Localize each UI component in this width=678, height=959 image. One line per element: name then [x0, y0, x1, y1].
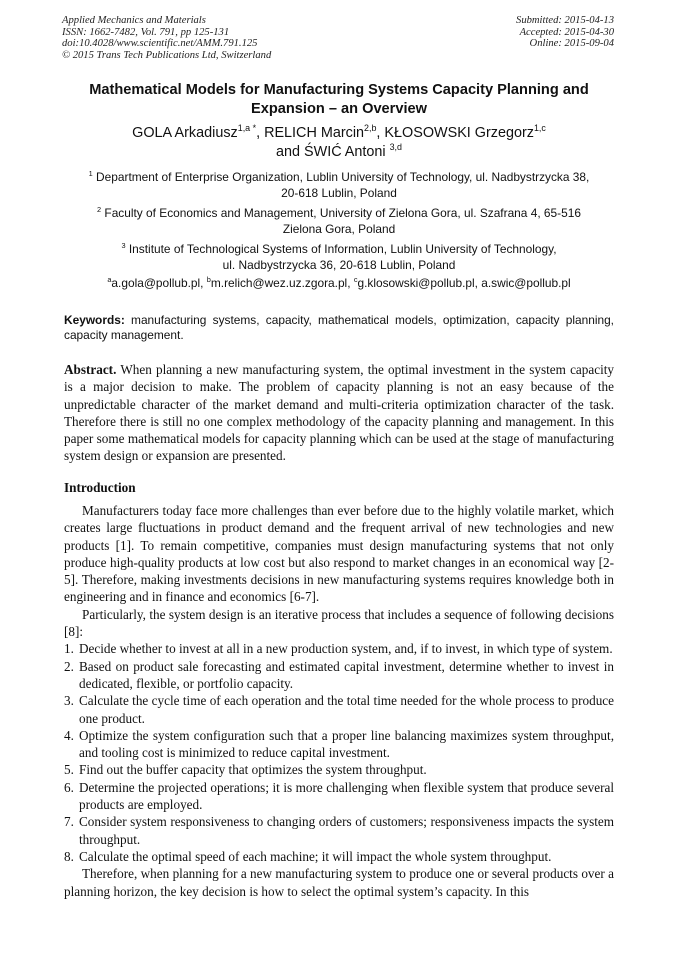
decision-list — [64, 640, 614, 865]
author-name: and ŚWIĆ Antoni — [276, 144, 390, 160]
section-heading: Introduction — [64, 480, 136, 495]
keywords-text: manufacturing systems, capacity, mathematical models, optimization, capacity planning, capacity management. — [64, 313, 614, 342]
keywords-block — [64, 313, 614, 343]
list-number: 5. — [64, 762, 74, 778]
list-item — [64, 761, 614, 778]
list-number: 3. — [64, 693, 74, 709]
author-line-1 — [40, 124, 638, 143]
list-number: 7. — [64, 814, 74, 830]
intro-paragraph: Particularly, the system design is an iterative process that includes a sequence of following decisions [8]: — [64, 606, 614, 640]
abstract-text: When planning a new manufacturing system, the optimal investment in the system capacity is a major decision to make. The problem of capacity planning is not an easy because of the unpredictable character of the market demand and multi-criteria optimization character of the task. Therefore there is still no one complex methodology of the capacity planning and management. In this paper some mathematical models for capacity planning which can be used at the stage of manufacturing system design or expansion are presented. — [64, 362, 614, 464]
journal-name: Applied Mechanics and Materials — [62, 15, 206, 26]
list-item-text: Calculate the optimal speed of each machine; it will impact the whole system throughput. — [79, 848, 552, 864]
author-affiliation-marker: 1,a * — [237, 123, 257, 134]
affiliation-line — [40, 169, 638, 185]
affiliation-text: Institute of Technological Systems of Information, Lublin University of Technology, — [125, 242, 557, 256]
abstract-label: Abstract. — [64, 362, 117, 377]
author-list — [40, 124, 638, 162]
intro-paragraph: Therefore, when planning for a new manufacturing system to produce one or several products over a planning horizon, the key decision is how to select the optimal system’s capacity. In this — [64, 866, 614, 899]
list-number: 2. — [64, 658, 74, 674]
list-item — [64, 848, 614, 865]
email-address[interactable]: a.gola@pollub.pl, — [111, 276, 207, 290]
list-number: 6. — [64, 779, 74, 795]
affiliation-line: 20-618 Lublin, Poland — [281, 186, 397, 200]
introduction-body — [64, 502, 614, 900]
journal-issn: ISSN: 1662-7482, Vol. 791, pp 125-131 — [62, 26, 230, 38]
list-item-text: Calculate the cycle time of each operation and the total time needed for the whole process to produce one product. — [79, 693, 614, 726]
list-item — [64, 692, 614, 727]
submission-dates — [516, 15, 614, 50]
author-name: GOLA Arkadiusz — [132, 125, 238, 141]
affiliation-3 — [40, 241, 638, 273]
list-item-text: Decide whether to invest at all in a new production system, and, if to invest, in which type of system. — [79, 641, 613, 657]
author-separator: , — [376, 125, 385, 141]
online-date: Online: 2015-09-04 — [529, 38, 614, 50]
list-number: 1. — [64, 641, 74, 657]
paper-title — [40, 81, 638, 118]
list-item — [64, 727, 614, 762]
email-marker: a — [107, 275, 112, 285]
accepted-date: Accepted: 2015-04-30 — [519, 26, 614, 38]
journal-copyright: © 2015 Trans Tech Publications Ltd, Switzerland — [62, 49, 272, 61]
list-item — [64, 813, 614, 848]
email-marker: b — [206, 275, 211, 285]
author-line-2 — [40, 143, 638, 162]
list-item-text: Optimize the system configuration such that a proper line balancing maximizes system throughput, and tooling cost is minimized to reduce capital investment. — [79, 727, 614, 761]
affiliation-line: Zielona Gora, Poland — [282, 222, 396, 236]
paper-title-line-1: Mathematical Models for Manufacturing Systems Capacity Planning and — [89, 82, 589, 98]
affiliation-text: Faculty of Economics and Management, University of Zielona Gora, ul. Szafrana 4, 65-516 — [101, 206, 581, 220]
intro-paragraph: Manufacturers today face more challenges than ever before due to the highly volatile market, which creates large fluctuations in product demand and the frequent arrival of new technologies and new products [1]. To remain competitive, companies must design manufacturing systems that not only produce high-quality products at low cost but also respond to market changes in an economical way [2-5]. Therefore, making investments decisions in new manufacturing systems requires knowledge both in engineering and in finance and economics [6-7]. — [64, 503, 614, 605]
affiliation-line — [40, 241, 638, 257]
list-item — [64, 658, 614, 693]
author-affiliation-marker: 3,d — [389, 142, 402, 153]
affiliation-2 — [40, 205, 638, 237]
email-marker: c — [353, 275, 358, 285]
affiliation-line — [40, 205, 638, 221]
list-number: 8. — [64, 848, 74, 864]
journal-info — [62, 15, 271, 61]
abstract-block — [64, 361, 614, 465]
keywords-label: Keywords: — [64, 313, 125, 327]
affiliation-number: 2 — [97, 205, 102, 215]
list-item — [64, 779, 614, 814]
affiliation-number: 3 — [121, 241, 126, 251]
author-name: RELICH Marcin — [264, 125, 365, 141]
author-emails — [40, 275, 638, 291]
email-address[interactable]: g.klosowski@pollub.pl, a.swic@pollub.pl — [357, 276, 571, 290]
affiliation-line: ul. Nadbystrzycka 36, 20-618 Lublin, Poland — [222, 258, 456, 272]
paper-title-line-2: Expansion – an Overview — [250, 100, 427, 117]
journal-doi: doi:10.4028/www.scientific.net/AMM.791.125 — [62, 38, 258, 50]
list-item-text: Consider system responsiveness to changing orders of customers; responsiveness impacts the system throughput. — [79, 814, 614, 847]
email-address[interactable]: m.relich@wez.uz.zgora.pl, — [210, 276, 354, 290]
submitted-date: Submitted: 2015-04-13 — [516, 15, 614, 26]
affiliation-1 — [40, 169, 638, 201]
list-item-text: Based on product sale forecasting and estimated capital investment, determine whether to invest in dedicated, flexible, or portfolio capacity. — [79, 658, 614, 691]
list-number: 4. — [64, 727, 74, 743]
affiliation-number: 1 — [88, 169, 93, 179]
list-item — [64, 640, 614, 657]
author-separator: , — [256, 125, 265, 141]
list-item-text: Determine the projected operations; it is more challenging when flexible system that produce several products are employed. — [79, 779, 614, 813]
author-name: KŁOSOWSKI Grzegorz — [384, 125, 534, 141]
author-affiliation-marker: 1,c — [533, 123, 546, 134]
author-affiliation-marker: 2,b — [364, 123, 377, 134]
affiliation-text: Department of Enterprise Organization, Lublin University of Technology, ul. Nadbystrzycka 38, — [92, 170, 590, 184]
list-item-text: Find out the buffer capacity that optimizes the system throughput. — [79, 762, 427, 778]
